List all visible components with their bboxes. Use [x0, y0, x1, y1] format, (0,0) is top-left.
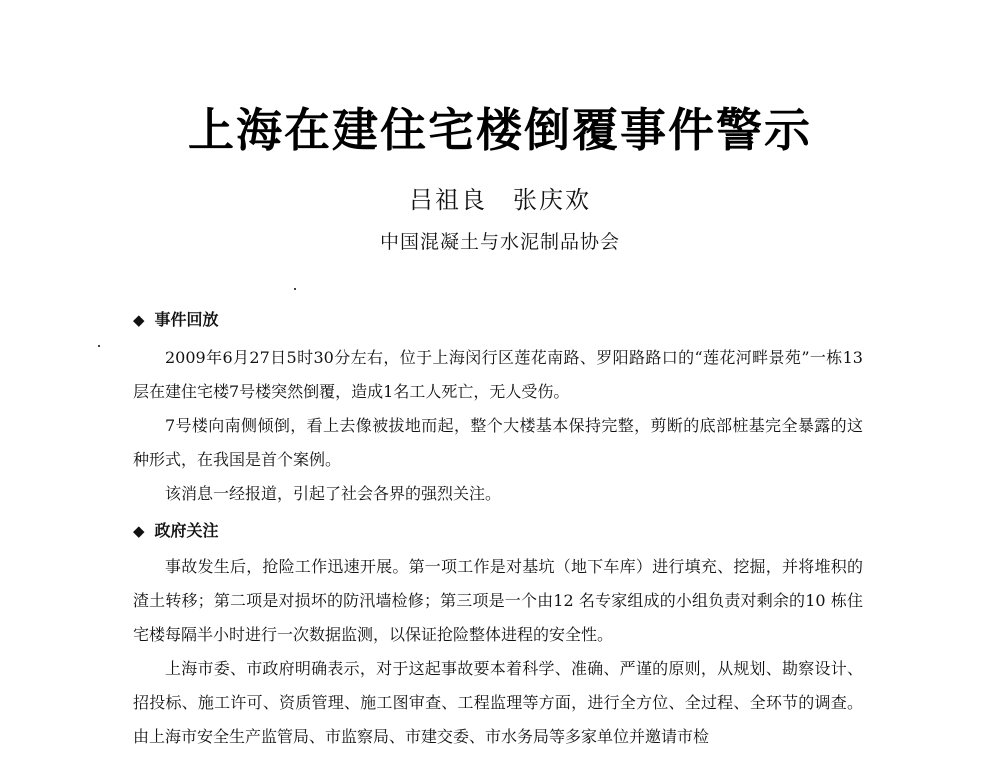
scan-speck — [294, 288, 296, 290]
section-heading — [133, 519, 219, 543]
body-paragraph: 上海市委、市政府明确表示，对于这起事故要本着科学、准确、严谨的原则，从规划、勘察设计、招投标、施工许可、资质管理、施工图审查、工程监理等方面，进行全方位、全过程、全环节的调查。由上海市安全生产监管局、市监察局、市建交委、市水务局等多家单位并邀请市检 — [133, 659, 863, 746]
section-heading — [133, 308, 219, 332]
body-paragraph: 2009年6月27日5时30分左右，位于上海闵行区莲花南路、罗阳路路口的“莲花河畔景苑”一栋13层在建住宅楼7号楼突然倒覆，造成1名工人死亡，无人受伤。 — [133, 348, 863, 401]
section-heading-text: 事件回放 — [154, 310, 219, 329]
author-line — [0, 184, 1000, 216]
author-affiliation: 中国混凝土与水泥制品协会 — [379, 231, 620, 253]
diamond-bullet-icon: ◆ — [133, 311, 145, 329]
body-paragraph: 7号楼向南侧倾倒，看上去像被拔地而起，整个大楼基本保持完整，剪断的底部桩基完全暴露的这种形式，在我国是首个案例。 — [133, 416, 863, 469]
section-heading-text: 政府关注 — [154, 521, 219, 540]
diamond-bullet-icon: ◆ — [133, 522, 145, 540]
body-paragraph: 该消息一经报道，引起了社会各界的强烈关注。 — [165, 484, 502, 503]
author-name: 张庆欢 — [513, 186, 591, 214]
article-title: 上海在建住宅楼倒覆事件警示 — [188, 103, 812, 157]
scan-speck — [98, 345, 100, 347]
body-paragraph: 事故发生后，抢险工作迅速开展。第一项工作是对基坑（地下车库）进行填充、挖掘，并将堆积的渣土转移；第二项是对损坏的防汛墙检修；第三项是一个由12 名专家组成的小组负责对剩余的10 栋住宅楼每隔半小时进行一次数据监测，以保证抢险整体进程的安全性。 — [133, 557, 863, 644]
author-name: 吕祖良 — [409, 186, 487, 214]
